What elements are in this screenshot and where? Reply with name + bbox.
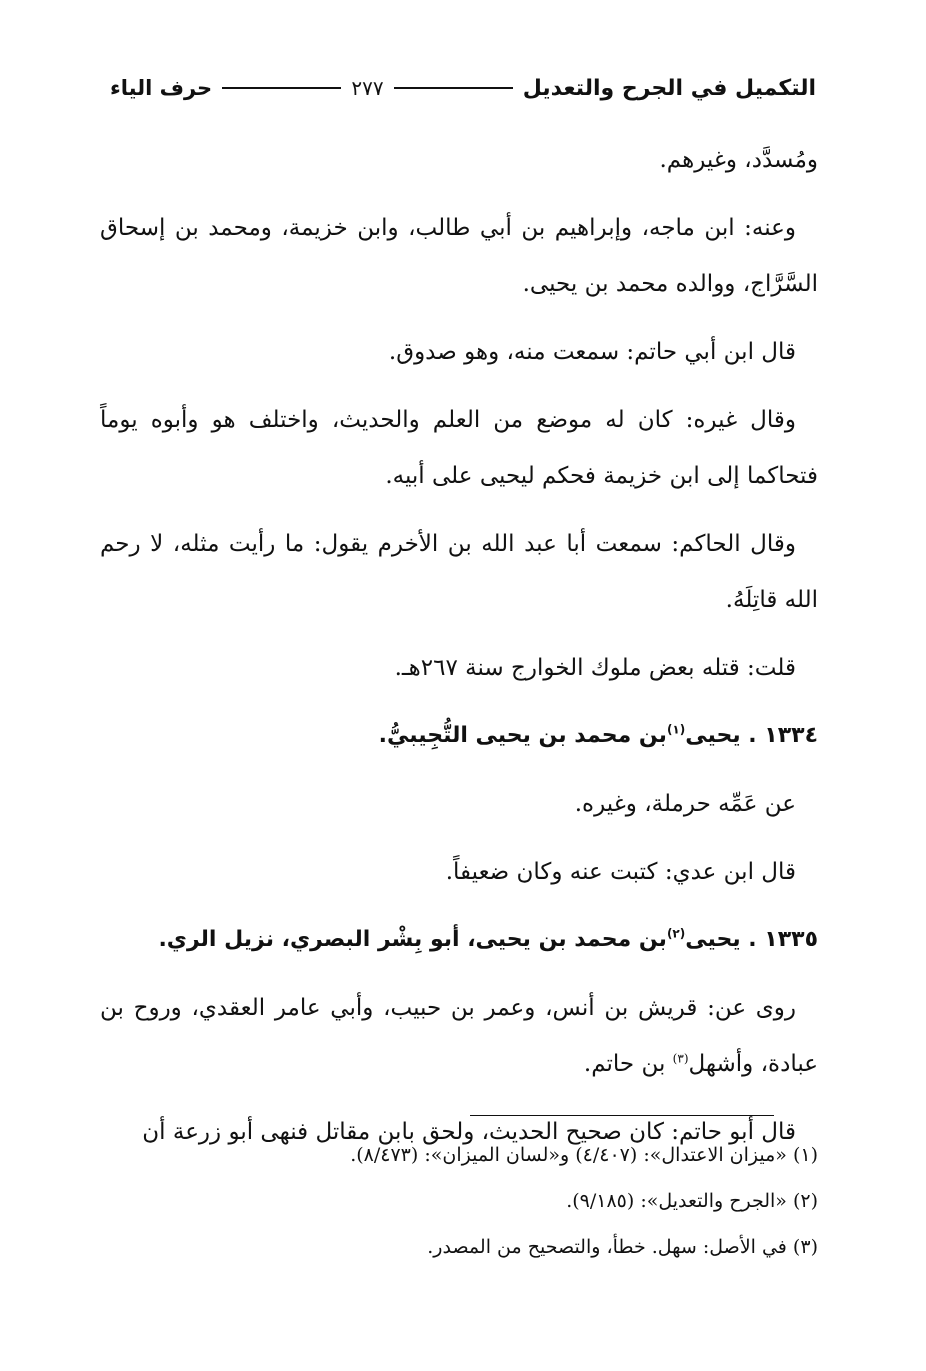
main-text (100, 132, 818, 1172)
paragraph (100, 980, 818, 1092)
entry-name-rest: بن محمد بن يحيى التُّجِيبيُّ. (378, 723, 667, 748)
paragraph: قال ابن أبي حاتم: سمعت منه، وهو صدوق. (388, 339, 796, 365)
paragraph: وقال الحاكم: سمعت أبا عبد الله بن الأخرم يقول: ما رأيت مثله، لا رحم الله قاتِلَهُ. (100, 531, 818, 613)
entry-number: ١٣٣٥ . (740, 927, 818, 952)
footnote-separator (470, 1115, 774, 1116)
paragraph: ومُسدَّد، وغيرهم. (659, 147, 818, 173)
footnote-mark: (١) (666, 722, 686, 737)
header-rule-right (394, 87, 513, 89)
footnotes (100, 1132, 818, 1270)
footnote-mark: (٢) (666, 926, 686, 941)
footnote: (٢) «الجرح والتعديل»: (٩/١٨٥). (566, 1190, 818, 1212)
running-header (110, 70, 816, 106)
paragraph: قال أبو حاتم: كان صحيح الحديث، ولحق بابن مقاتل فنهى أبو زرعة أن (142, 1119, 796, 1145)
book-title: التكميل في الجرح والتعديل (522, 75, 816, 101)
paragraph: عن عَمِّه حرملة، وغيره. (574, 791, 796, 817)
entry-name-rest: بن محمد بن يحيى، أبو بِشْر البصري، نزيل الري. (158, 927, 667, 952)
paragraph: قال ابن عدي: كتبت عنه وكان ضعيفاً. (445, 859, 796, 885)
footnote-mark: (٣) (672, 1051, 689, 1066)
chapter-title: حرف الياء (110, 76, 213, 100)
entry-number: ١٣٣٤ . (740, 723, 818, 748)
entry-name: يحيى (685, 927, 741, 952)
entry-heading-1335 (100, 912, 818, 968)
entry-name: يحيى (685, 723, 741, 748)
footnote: (٣) في الأصل: سهل. خطأ، والتصحيح من المصدر. (427, 1236, 818, 1258)
paragraph: قلت: قتله بعض ملوك الخوارج سنة ٢٦٧هـ. (394, 655, 796, 681)
paragraph-text: بن حاتم. (583, 1051, 673, 1077)
page-number: ٢٧٧ (351, 76, 384, 100)
entry-heading-1334 (100, 708, 818, 764)
paragraph-text: روى عن: قريش بن أنس، وعمر بن حبيب، وأبي عامر العقدي، وروح بن عبادة، وأشهل (100, 995, 818, 1077)
footnote: (١) «ميزان الاعتدال»: (٤/٤٠٧) و«لسان الميزان»: (٨/٤٧٣). (350, 1144, 818, 1166)
paragraph: وعنه: ابن ماجه، وإبراهيم بن أبي طالب، وابن خزيمة، ومحمد بن إسحاق السَّرَّاج، ووالده محمد بن يحيى. (100, 215, 818, 297)
paragraph: وقال غيره: كان له موضع من العلم والحديث، واختلف هو وأبوه يوماً فتحاكما إلى ابن خزيمة فحكم ليحيى على أبيه. (100, 407, 818, 489)
header-rule-left (222, 87, 341, 89)
